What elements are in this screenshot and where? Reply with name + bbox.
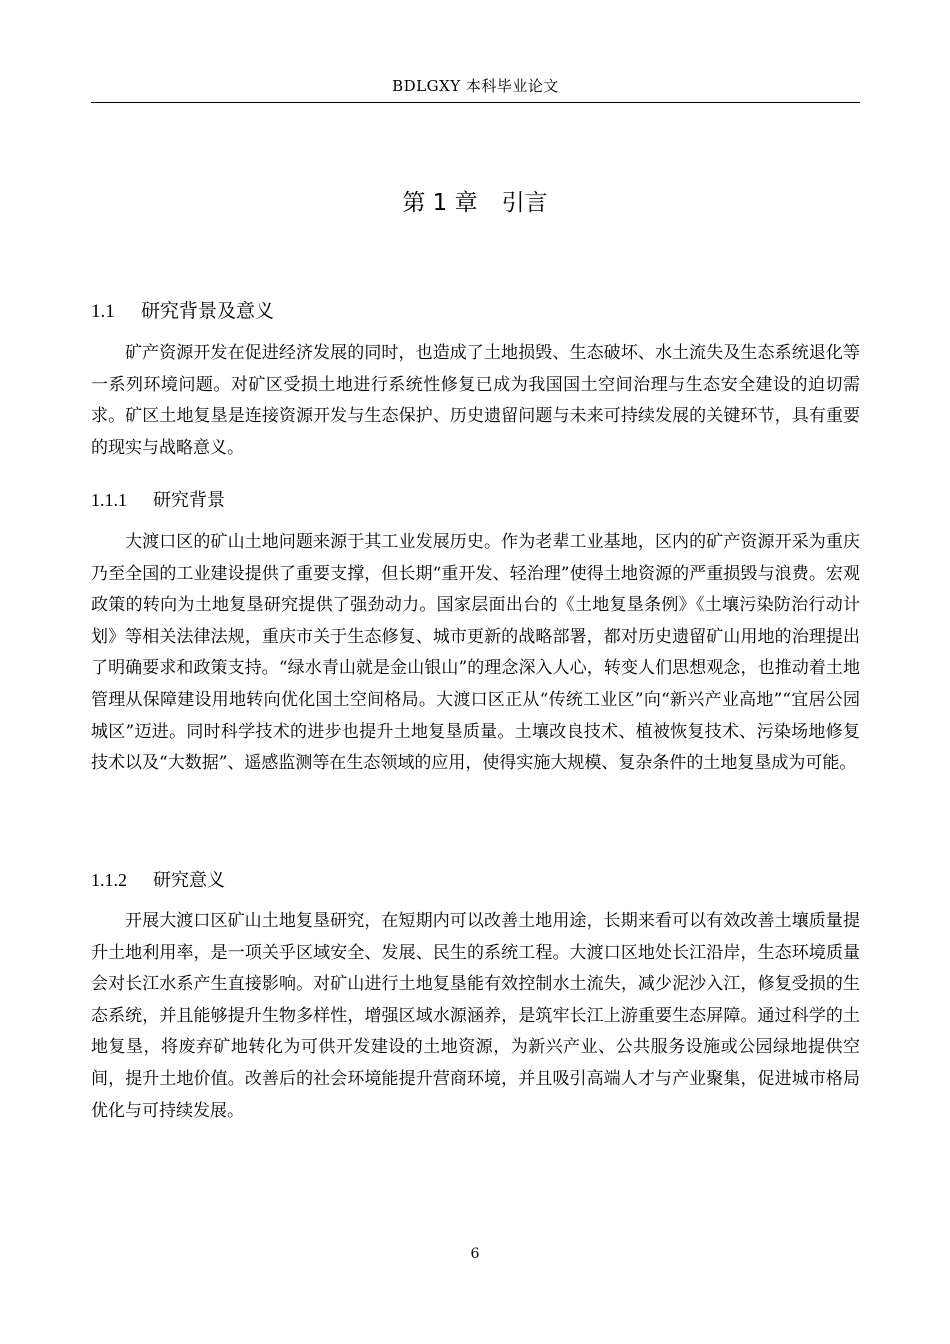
page-header: [91, 72, 860, 103]
section-heading-1-1-1: [91, 486, 225, 515]
paragraph-research-background-significance: 矿产资源开发在促进经济发展的同时，也造成了土地损毁、生态破坏、水土流失及生态系统退化等一系列环境问题。对矿区受损土地进行系统性修复已成为我国国土空间治理与生态安全建设的迫切需求。矿区土地复垦是连接资源开发与生态保护、历史遗留问题与未来可持续发展的关键环节，具有重要的现实与战略意义。: [91, 343, 860, 458]
section-heading-1-1-2: [91, 866, 225, 895]
section-title: 研究背景及意义: [141, 300, 275, 322]
section-number: 1.1.1: [91, 490, 127, 510]
header-title: BDLGXY 本科毕业论文: [392, 77, 559, 95]
section-number: 1.1: [91, 301, 115, 322]
paragraph-research-background: 大渡口区的矿山土地问题来源于其工业发展历史。作为老辈工业基地，区内的矿产资源开采为重庆乃至全国的工业建设提供了重要支撑，但长期“重开发、轻治理”使得土地资源的严重损毁与浪费。宏观政策的转向为土地复垦研究提供了强劲动力。国家层面出台的《土地复垦条例》《土壤污染防治行动计划》等相关法律法规，重庆市关于生态修复、城市更新的战略部署，都对历史遗留矿山用地的治理提出了明确要求和政策支持。“绿水青山就是金山银山”的理念深入人心，转变人们思想观念，也推动着土地管理从保障建设用地转向优化国土空间格局。大渡口区正从“传统工业区”向“新兴产业高地”“宜居公园城区”迈进。同时科学技术的进步也提升土地复垦质量。土壤改良技术、植被恢复技术、污染场地修复技术以及“大数据”、遥感监测等在生态领域的应用，使得实施大规模、复杂条件的土地复垦成为可能。: [91, 532, 860, 774]
chapter-title: [0, 185, 950, 221]
section-title: 研究背景: [153, 490, 225, 511]
chapter-name: 引言: [501, 190, 548, 216]
chapter-number: 第 1 章: [402, 190, 478, 216]
page-number: 6: [470, 1246, 480, 1262]
section-number: 1.1.2: [91, 870, 127, 890]
section-title: 研究意义: [153, 870, 225, 891]
section-heading-1-1: [91, 297, 274, 326]
paragraph-research-significance: 开展大渡口区矿山土地复垦研究，在短期内可以改善土地用途，长期来看可以有效改善土壤质量提升土地利用率，是一项关乎区域安全、发展、民生的系统工程。大渡口区地处长江沿岸，生态环境质量会对长江水系产生直接影响。对矿山进行土地复垦能有效控制水土流失，减少泥沙入江，修复受损的生态系统，并且能够提升生物多样性，增强区域水源涵养，是筑牢长江上游重要生态屏障。通过科学的土地复垦，将废弃矿地转化为可供开发建设的土地资源，为新兴产业、公共服务设施或公园绿地提供空间，提升土地价值。改善后的社会环境能提升营商环境，并且吸引高端人才与产业聚集，促进城市格局优化与可持续发展。: [91, 911, 860, 1121]
